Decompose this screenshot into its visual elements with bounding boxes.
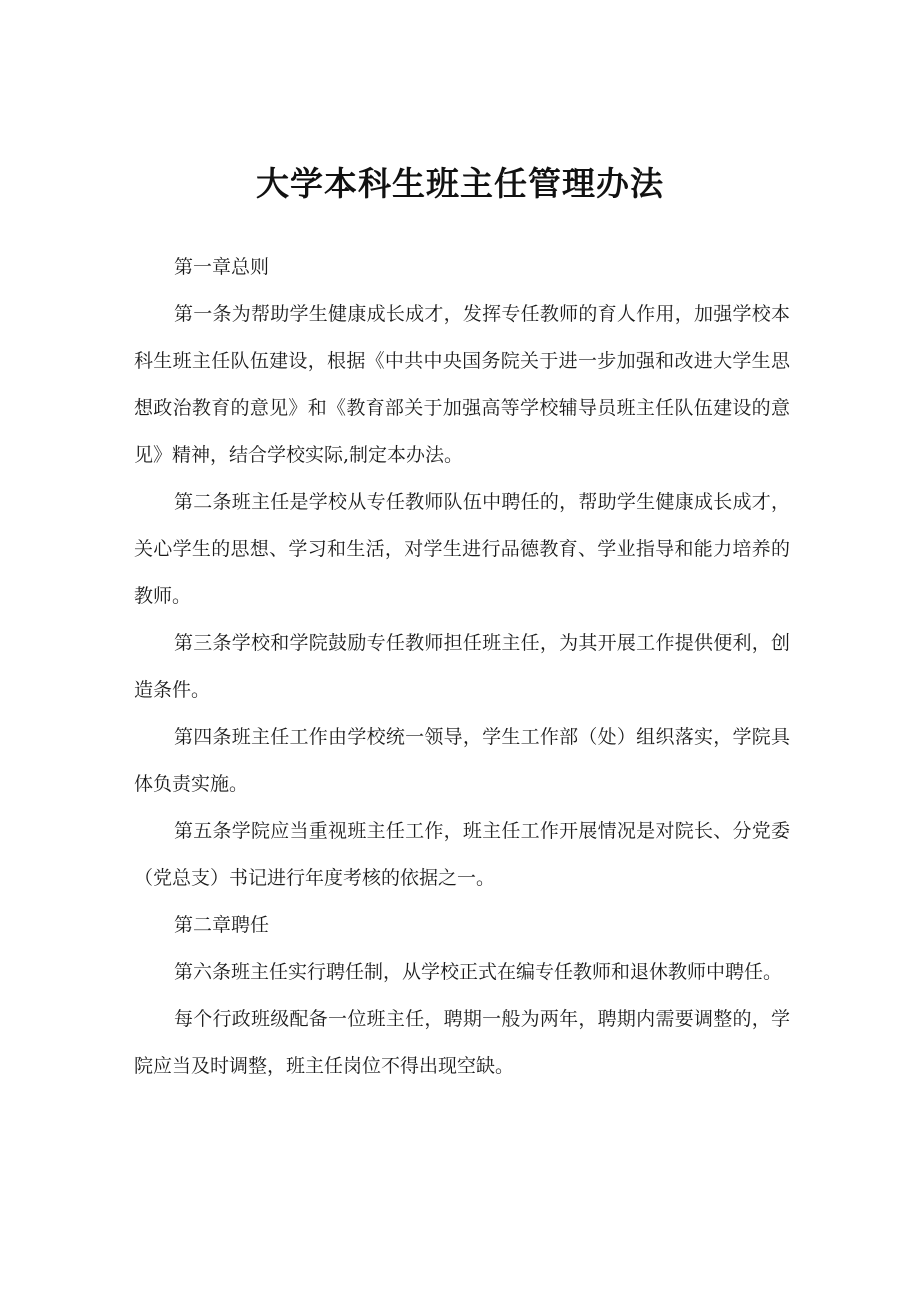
article-paragraph: 第五条学院应当重视班主任工作，班主任工作开展情况是对院长、分党委（党总支）书记进行年度考核的依据之一。 xyxy=(134,820,790,889)
chapter-heading: 第二章聘任 xyxy=(174,914,270,936)
article-paragraph: 第三条学校和学院鼓励专任教师担任班主任，为其开展工作提供便利，创造条件。 xyxy=(134,632,790,701)
article-paragraph: 第二条班主任是学校从专任教师队伍中聘任的，帮助学生健康成长成才，关心学生的思想、学习和生活，对学生进行品德教育、学业指导和能力培养的教师。 xyxy=(134,491,790,607)
article-paragraph: 每个行政班级配备一位班主任，聘期一般为两年，聘期内需要调整的，学院应当及时调整，班主任岗位不得出现空缺。 xyxy=(134,1008,790,1077)
article-paragraph: 第四条班主任工作由学校统一领导，学生工作部（处）组织落实，学院具体负责实施。 xyxy=(134,726,790,795)
article-paragraph: 第一条为帮助学生健康成长成才，发挥专任教师的育人作用，加强学校本科生班主任队伍建设，根据《中共中央国务院关于进一步加强和改进大学生思想政治教育的意见》和《教育部关于加强高等学校辅导员班主任队伍建设的意见》精神，结合学校实际,制定本办法。 xyxy=(134,303,790,466)
article-paragraph: 第六条班主任实行聘任制，从学校正式在编专任教师和退休教师中聘任。 xyxy=(174,961,783,983)
document-title: 大学本科生班主任管理办法 xyxy=(256,164,664,203)
document-body xyxy=(134,244,790,1090)
chapter-heading: 第一章总则 xyxy=(174,256,270,278)
